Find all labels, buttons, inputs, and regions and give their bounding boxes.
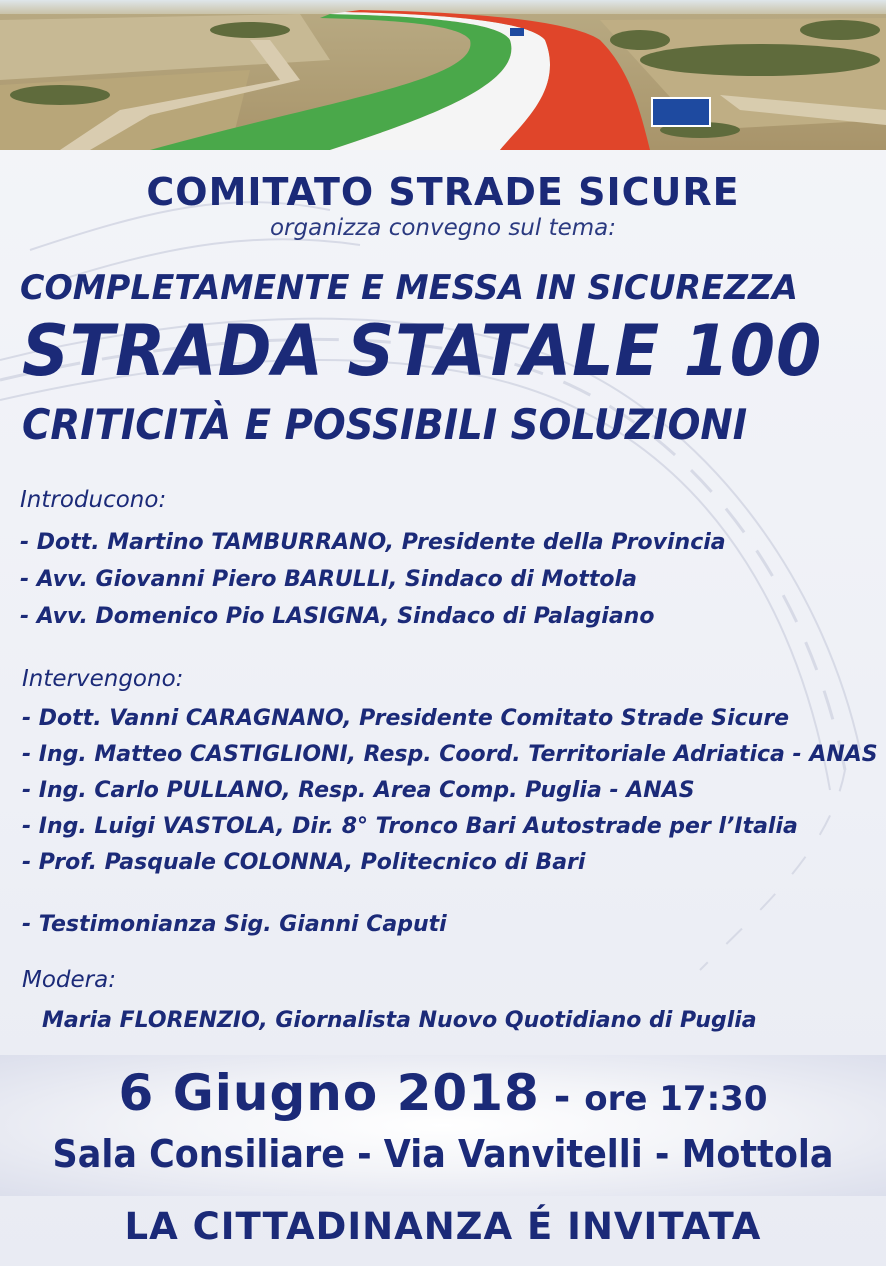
- introduction-list: [20, 527, 726, 638]
- testimony: - Testimonianza Sig. Gianni Caputi: [22, 912, 447, 937]
- interventions-list: [22, 703, 878, 883]
- introduction-label: Introducono:: [20, 487, 167, 513]
- title-line-3: CRITICITÀ E POSSIBILI SOLUZIONI: [22, 400, 748, 449]
- event-time: ore 17:30: [584, 1079, 768, 1119]
- date-separator: -: [539, 1074, 585, 1120]
- road-photo: [0, 0, 886, 150]
- speaker-item: - Ing. Carlo PULLANO, Resp. Area Comp. Puglia - ANAS: [22, 778, 695, 803]
- speaker-item: - Avv. Giovanni Piero BARULLI, Sindaco di Mottola: [20, 567, 637, 592]
- moderator-label: Modera:: [22, 967, 116, 993]
- moderator-name: Maria FLORENZIO, Giornalista Nuovo Quotidiano di Puglia: [42, 1008, 757, 1033]
- invitation: LA CITTADINANZA É INVITATA: [124, 1205, 762, 1248]
- speaker-item: - Dott. Vanni CARAGNANO, Presidente Comitato Strade Sicure: [22, 706, 790, 731]
- title-line-2: STRADA STATALE 100: [22, 310, 823, 392]
- event-venue: Sala Consiliare - Via Vanvitelli - Mottola: [52, 1132, 834, 1176]
- event-date: 6 Giugno 2018: [118, 1064, 540, 1122]
- event-date-time: [0, 1064, 886, 1122]
- speaker-item: - Dott. Martino TAMBURRANO, Presidente della Provincia: [20, 530, 726, 555]
- interventions-label: Intervengono:: [22, 666, 184, 692]
- speaker-item: - Ing. Matteo CASTIGLIONI, Resp. Coord. Territoriale Adriatica - ANAS: [22, 742, 878, 767]
- organizer-subtitle: organizza convegno sul tema:: [269, 215, 617, 241]
- speaker-item: - Avv. Domenico Pio LASIGNA, Sindaco di Palagiano: [20, 604, 655, 629]
- title-line-1: COMPLETAMENTE E MESSA IN SICUREZZA: [20, 268, 798, 308]
- speaker-item: - Prof. Pasquale COLONNA, Politecnico di Bari: [22, 850, 586, 875]
- speaker-item: - Ing. Luigi VASTOLA, Dir. 8° Tronco Bari Autostrade per l’Italia: [22, 814, 798, 839]
- road-illustration: [0, 0, 886, 150]
- organizer-name: COMITATO STRADE SICURE: [146, 170, 740, 214]
